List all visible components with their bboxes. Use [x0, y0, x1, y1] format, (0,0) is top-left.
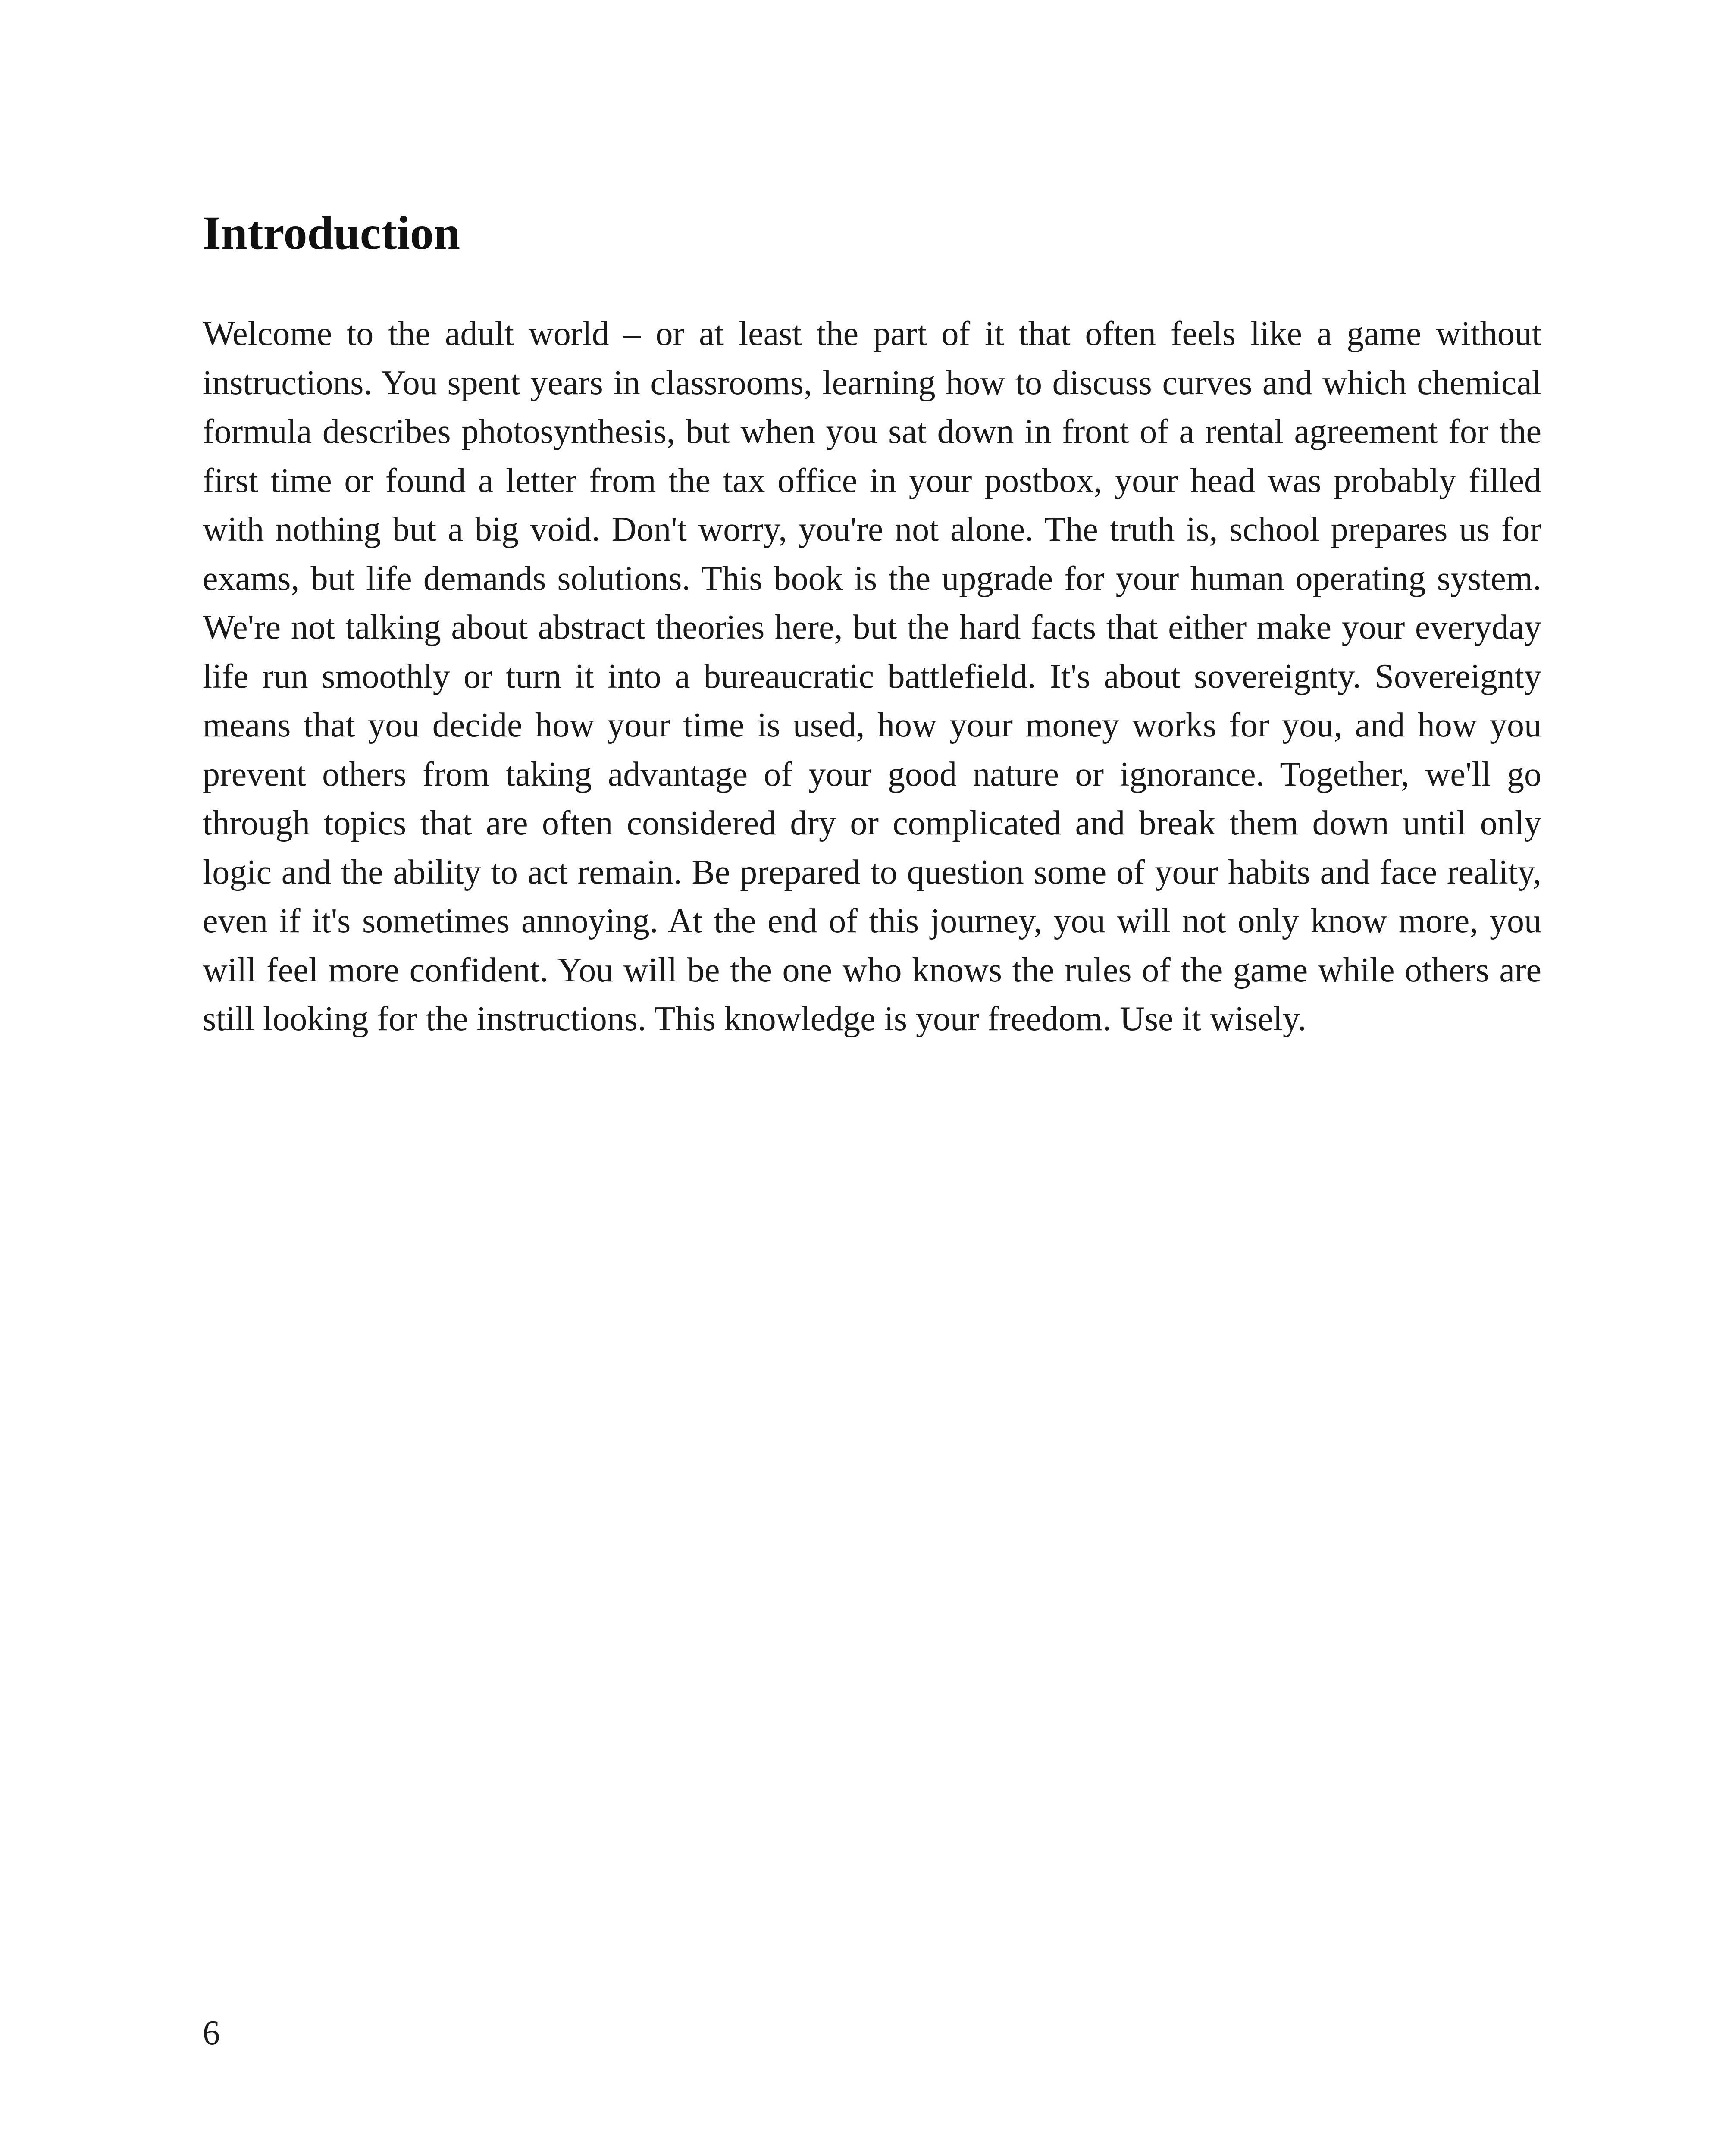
chapter-heading: Introduction [203, 207, 460, 259]
page-number: 6 [203, 2014, 220, 2052]
body-paragraph: Welcome to the adult world – or at least the part of it that often feels like a game without instructions. You spent years in classrooms, learning how to discuss curves and which chemical formula describes photosynthesis, but when you sat down in front of a rental agreement for the first time or found a letter from the tax office in your postbox, your head was probably filled with nothing but a big void. Don't worry, you're not alone. The truth is, school prepares us for exams, but life demands solutions. This book is the upgrade for your human operating system. We're not talking about abstract theories here, but the hard facts that either make your everyday life run smoothly or turn it into a bureaucratic battlefield. It's about sovereignty. Sovereignty means that you decide how your time is used, how your money works for you, and how you prevent others from taking advantage of your good nature or ignorance. Together, we'll go through topics that are often considered dry or complicated and break them down until only logic and the ability to act remain. Be prepared to question some of your habits and face reality, even if it's sometimes annoying. At the end of this journey, you will not only know more, you will feel more confident. You will be the one who knows the rules of the game while others are still looking for the instructions. This knowledge is your freedom. Use it wisely. [203, 315, 1541, 1038]
